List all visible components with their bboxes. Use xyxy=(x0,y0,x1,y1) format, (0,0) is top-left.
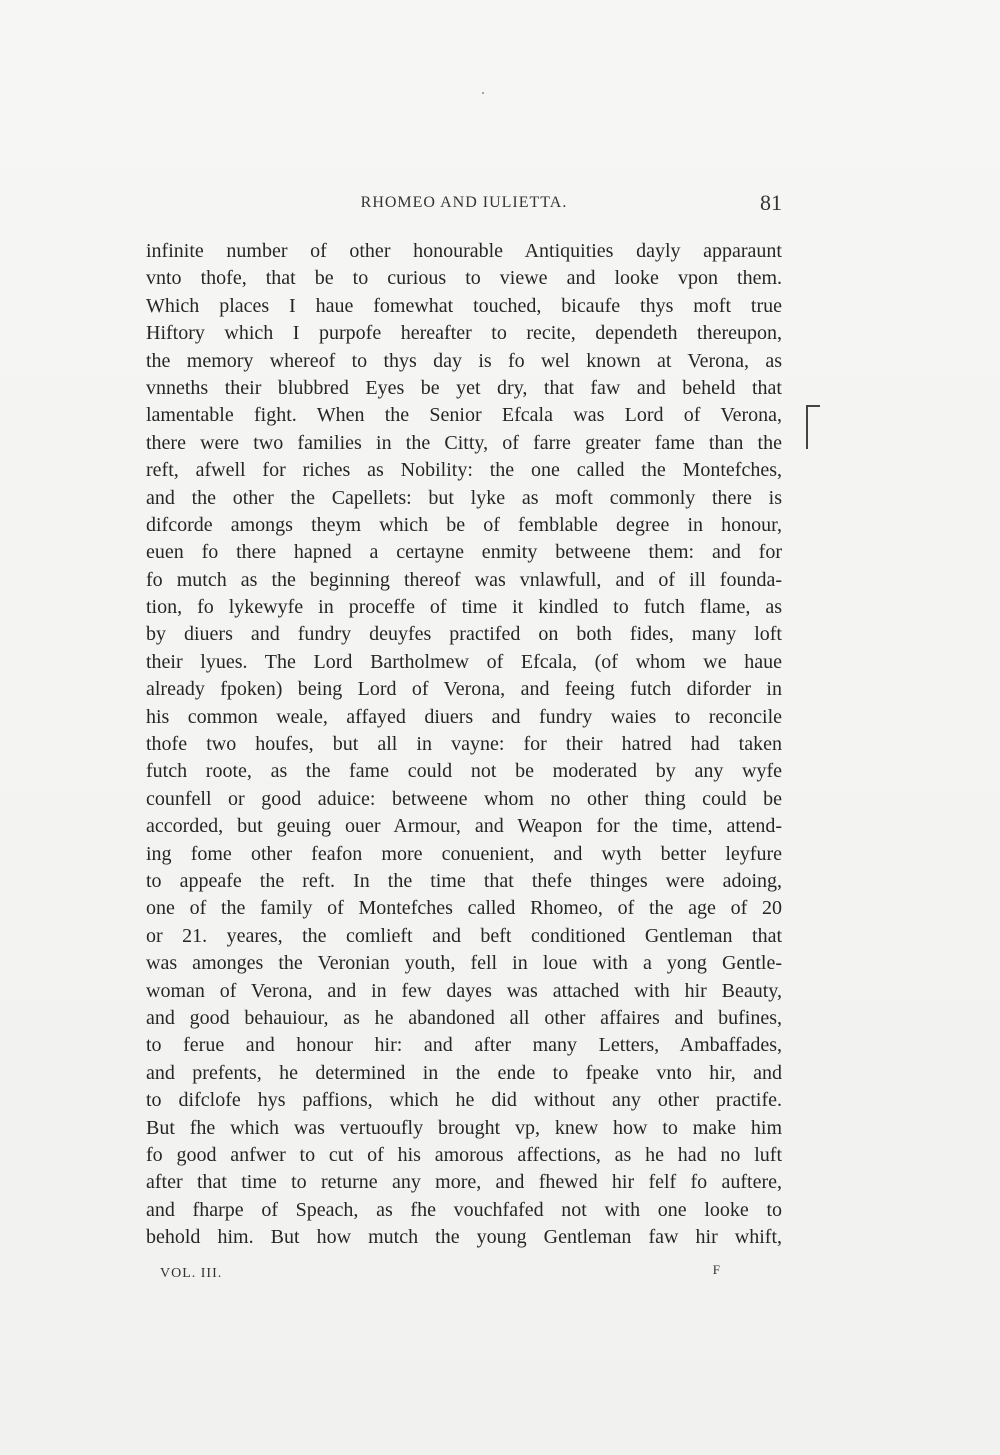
volume-label: VOL. III. xyxy=(160,1266,223,1281)
text-line: fo mutch as the beginning thereof was vnlawfull, and of ill founda- xyxy=(146,568,782,591)
text-line: vnneths their blubbred Eyes be yet dry, that faw and beheld that xyxy=(146,376,782,399)
text-line: to ferue and honour hir: and after many Letters, Ambaffades, xyxy=(146,1034,782,1057)
running-title: RHOMEO AND IULIETTA. xyxy=(360,194,568,211)
margin-bracket-mark xyxy=(806,405,820,449)
text-line: accorded, but geuing ouer Armour, and Weapon for the time, attend- xyxy=(146,815,782,838)
text-line: and prefents, he determined in the ende to fpeake vnto hir, and xyxy=(146,1061,782,1084)
text-line: counfell or good aduice: betweene whom no other thing could be xyxy=(146,787,782,810)
text-line: tion, fo lykewyfe in proceffe of time it kindled to futch flame, as xyxy=(146,596,782,619)
text-line: behold him. But how mutch the young Gentleman faw hir whift, xyxy=(146,1226,782,1249)
text-line: futch roote, as the fame could not be moderated by any wyfe xyxy=(146,760,782,783)
paper-speck xyxy=(482,92,484,94)
text-line: thofe two houfes, but all in vayne: for their hatred had taken xyxy=(146,733,782,756)
body-text xyxy=(146,238,782,1251)
page-number: 81 xyxy=(760,190,782,215)
signature-mark: F xyxy=(712,1262,720,1277)
text-line: the memory whereof to thys day is fo wel known at Verona, as xyxy=(146,349,782,372)
text-line: vnto thofe, that be to curious to viewe and looke vpon them. xyxy=(146,267,782,290)
text-line: one of the family of Montefches called Rhomeo, of the age of 20 xyxy=(146,897,782,920)
page-footer xyxy=(160,1262,720,1286)
text-line: to appeafe the reft. In the time that thefe thinges were adoing, xyxy=(146,869,782,892)
text-line: But fhe which was vertuoufly brought vp, knew how to make him xyxy=(146,1116,782,1139)
text-line: and fharpe of Speach, as fhe vouchfafed not with one looke to xyxy=(146,1198,782,1221)
running-head xyxy=(146,190,782,220)
text-line: their lyues. The Lord Bartholmew of Efcala, (of whom we haue xyxy=(146,650,782,673)
text-line: Hiftory which I purpofe hereafter to recite, dependeth thereupon, xyxy=(146,322,782,345)
text-line: by diuers and fundry deuyfes practifed on both fides, many loft xyxy=(146,623,782,646)
text-line: difcorde amongs theym which be of femblable degree in honour, xyxy=(146,513,782,536)
text-line: infinite number of other honourable Antiquities dayly apparaunt xyxy=(146,240,782,262)
text-line: to difclofe hys paffions, which he did without any other practife. xyxy=(146,1089,782,1112)
text-line: after that time to returne any more, and fhewed hir felf fo auftere, xyxy=(146,1171,782,1194)
text-line: and good behauiour, as he abandoned all other affaires and bufines, xyxy=(146,1006,782,1029)
text-line: was amonges the Veronian youth, fell in loue with a yong Gentle- xyxy=(146,952,782,975)
text-line: there were two families in the Citty, of farre greater fame than the xyxy=(146,431,782,454)
text-line: or 21. yeares, the comlieft and beft conditioned Gentleman that xyxy=(146,924,782,947)
text-line: ing fome other feafon more conuenient, and wyth better leyfure xyxy=(146,842,782,865)
text-line: reft, afwell for riches as Nobility: the one called the Montefches, xyxy=(146,459,782,482)
text-line: euen fo there hapned a certayne enmity betweene them: and for xyxy=(146,541,782,564)
text-line: already fpoken) being Lord of Verona, and feeing futch diforder in xyxy=(146,678,782,701)
text-line: lamentable fight. When the Senior Efcala was Lord of Verona, xyxy=(146,404,782,427)
text-line: Which places I haue fomewhat touched, bicaufe thys moft true xyxy=(146,294,782,317)
text-line: and the other the Capellets: but lyke as moft commonly there is xyxy=(146,486,782,509)
text-line: his common weale, affayed diuers and fundry waies to reconcile xyxy=(146,705,782,728)
text-line: fo good anfwer to cut of his amorous affections, as he had no luft xyxy=(146,1143,782,1166)
text-line: woman of Verona, and in few dayes was attached with hir Beauty, xyxy=(146,979,782,1002)
